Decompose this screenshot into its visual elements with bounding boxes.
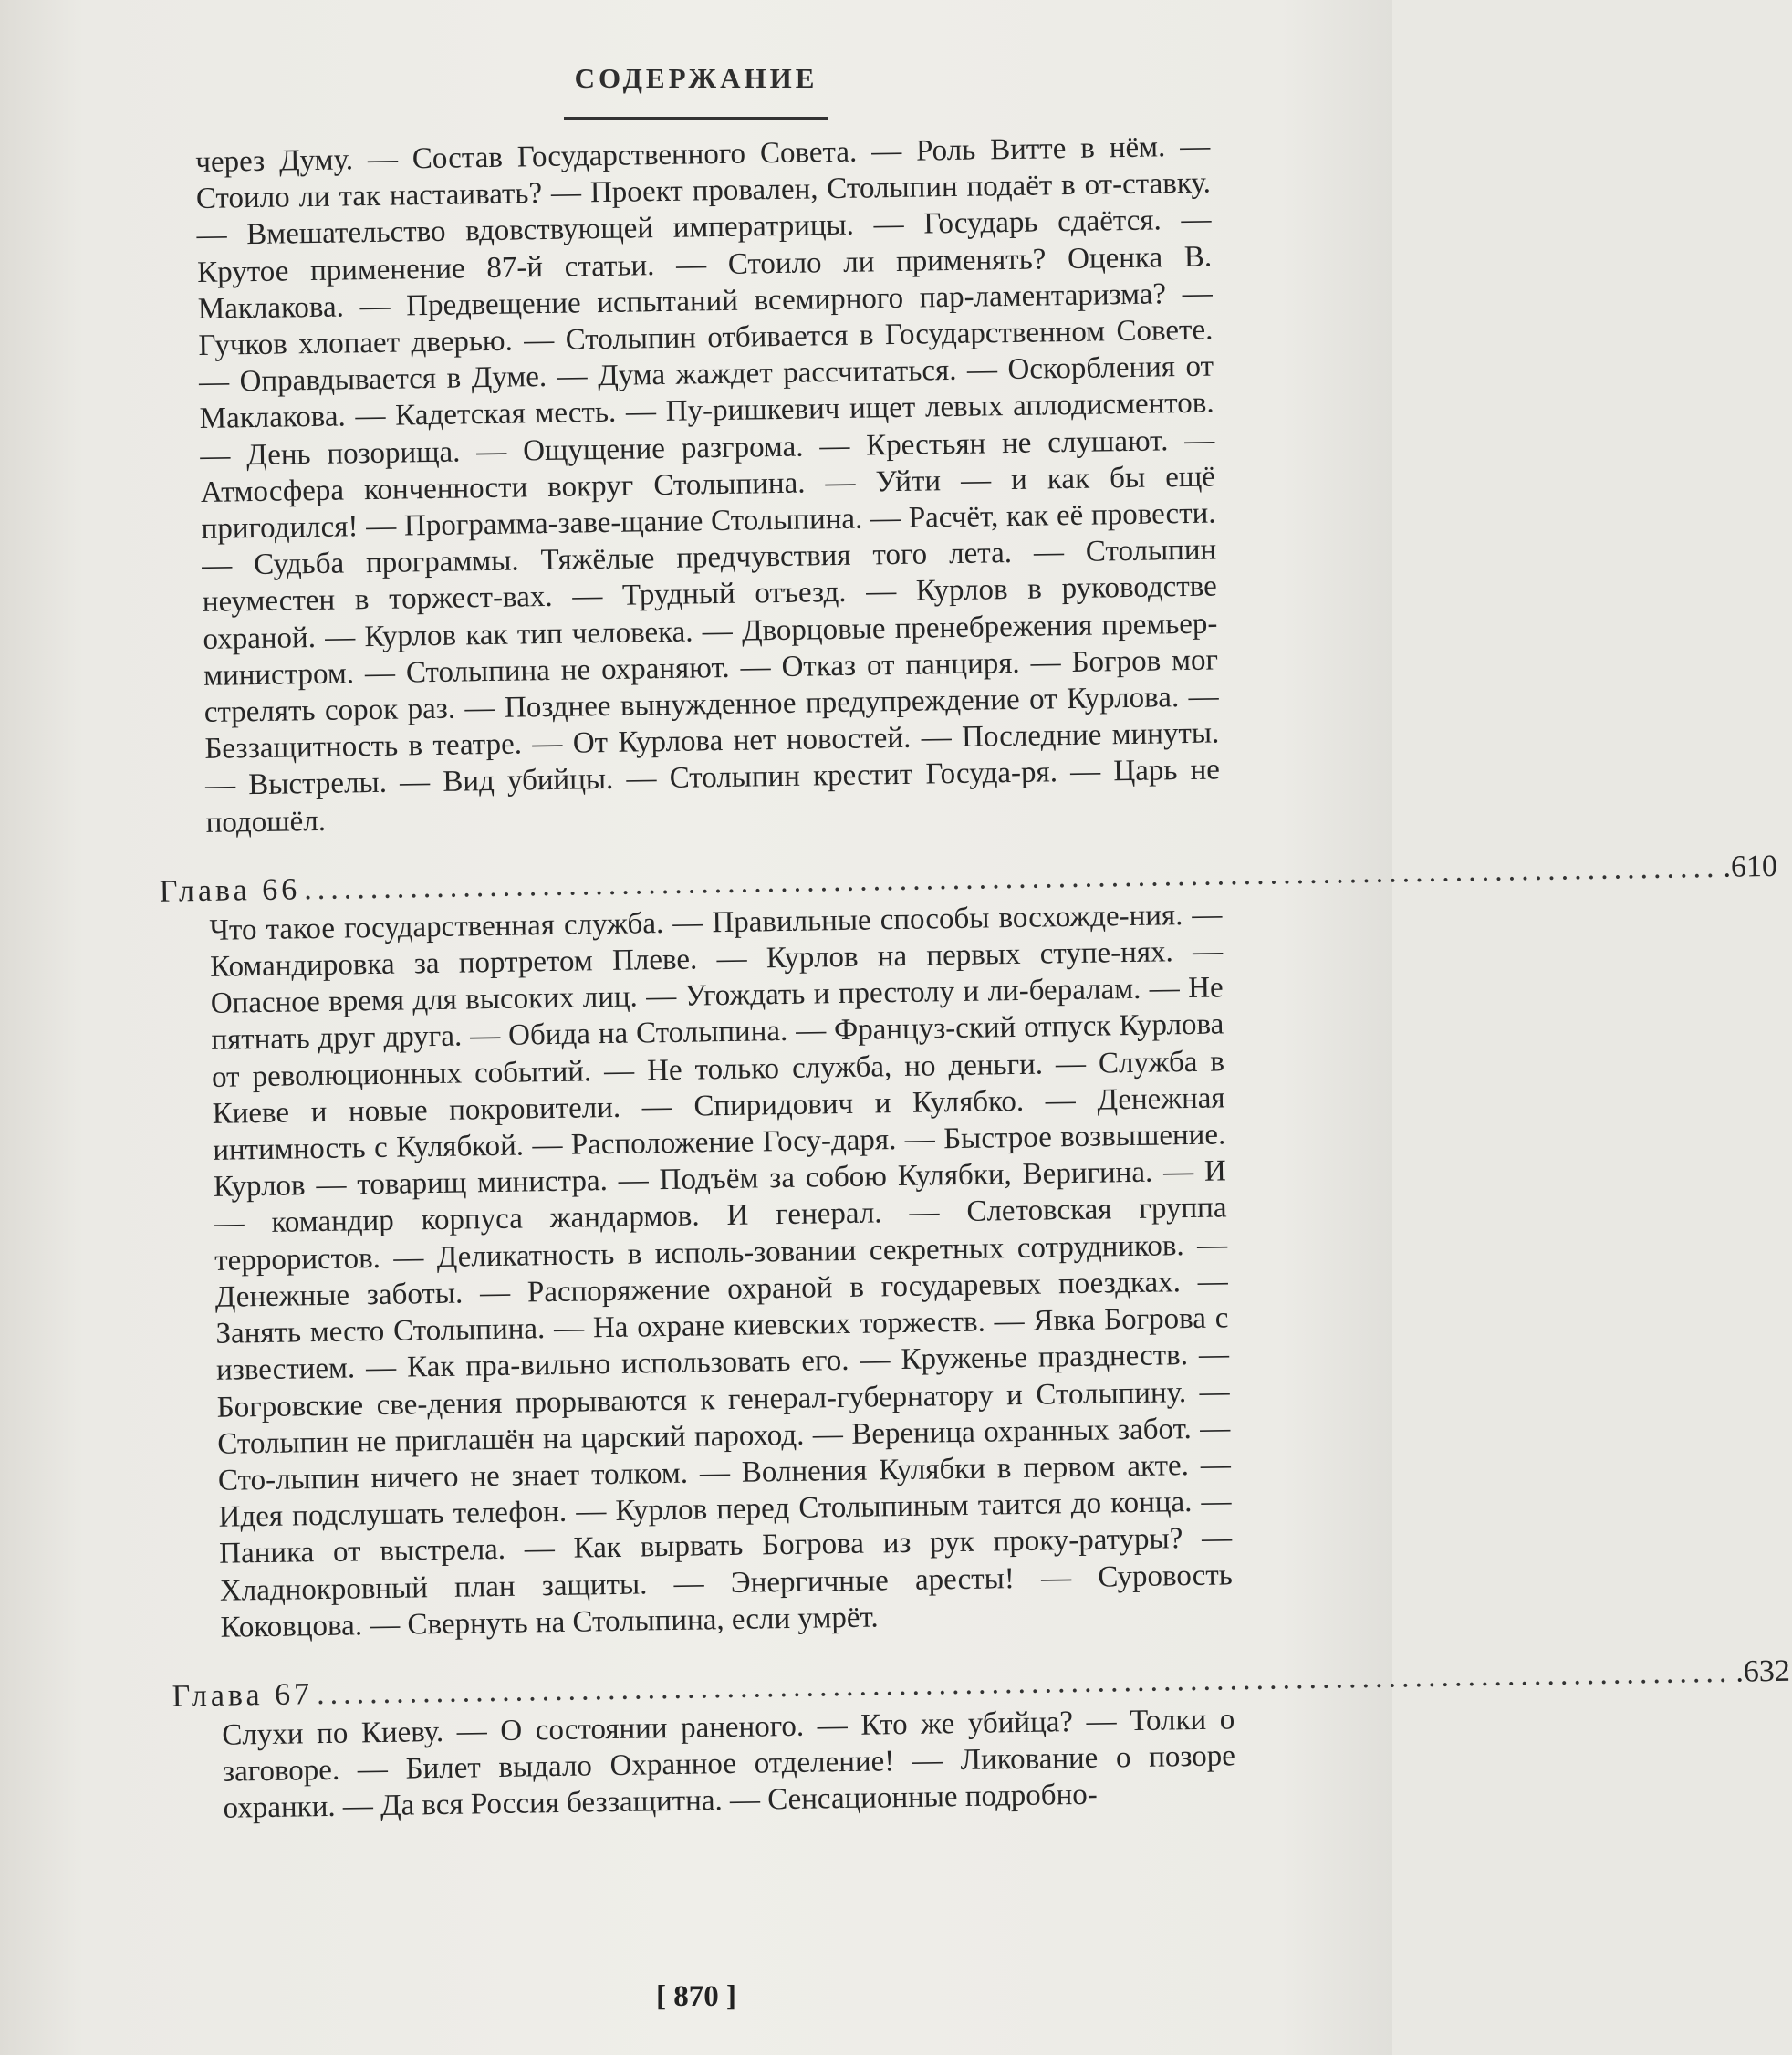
chapter-page-number: .610: [1723, 849, 1778, 884]
chapter-page-number: .632: [1735, 1653, 1791, 1689]
chapter-title: Глава 67: [172, 1677, 314, 1714]
head-rule: [564, 117, 828, 120]
running-head: СОДЕРЖАНИЕ: [574, 62, 818, 94]
page-number: [ 870 ]: [656, 1980, 736, 2013]
contents-body: [159, 129, 1791, 1828]
leader-dots: ...........................................................................................................: [316, 1654, 1733, 1712]
continued-chapter-summary: через Думу. — Состав Государственного Совета. — Роль Витте в нём. — Стоило ли так настаивать? — Проект провален, Столыпин подаёт в от-ставку. — Вмешательство вдовствующей императрицы. — Государь сдаётся. — Крутое применение 87-й статьи. — Стоило ли применять? Оценка В. Маклакова. — Предвещение испытаний всемирного пар-ламентаризма? — Гучков хлопает дверью. — Столыпин отбивается в Государственном Совете. — Оправдывается в Думе. — Дума жаждет рассчитаться. — Оскорбления от Маклакова. — Кадетская месть. — Пу-ришкевич ищет левых аплодисментов. — День позорища. — Ощущение разгрома. — Крестьян не слушают. — Атмосфера конченности вокруг Столыпина. — Уйти — и как бы ещё пригодился! — Программа-заве-щание Столыпина. — Расчёт, как её провести. — Судьба программы. Тяжёлые предчувствия того лета. — Столыпин неуместен в торжест-вах. — Трудный отъезд. — Курлов в руководстве охраной. — Курлов как тип человека. — Дворцовые пренебрежения премьер-министром. — Столыпина не охраняют. — Отказ от панциря. — Богров мог стрелять сорок раз. — Позднее вынужденное предупреждение от Курлова. — Беззащитность в театре. — От Курлова нет новостей. — Последние минуты. — Выстрелы. — Вид убийцы. — Столыпин крестит Госуда-ря. — Царь не подошёл.: [195, 130, 1221, 840]
chapter-summary: Слухи по Киеву. — О состоянии раненого. — Кто же убийца? — Толки о заговоре. — Билет выдало Охранное отделение! — Ликование о позоре охранки. — Да вся Россия беззащитна. — Сенсационные подробно-: [222, 1703, 1236, 1826]
chapter-summary: Что такое государственная служба. — Правильные способы восхожде-ния. — Командировка за портретом Плеве. — Курлов на первых ступе-нях. — Опасное время для высоких лиц. — Угождать и престолу и ли-бералам. — Не пятнать друг друга. — Обида на Столыпина. — Француз-ский отпуск Курлова от революционных событий. — Не только служба, но деньги. — Служба в Киеве и новые покровители. — Спиридович и Кулябко. — Денежная интимность с Кулябкой. — Расположение Госу-даря. — Быстрое возвышение. Курлов — товарищ министра. — Подъём за собою Кулябки, Веригина. — И — командир корпуса жандармов. И генерал. — Слетовская группа террористов. — Деликатность в исполь-зовании секретных сотрудников. — Денежные заботы. — Распоряжение охраной в государевых поездках. — Занять место Столыпина. — На охране киевских торжеств. — Явка Богрова с известием. — Как пра-вильно использовать его. — Круженье празднеств. — Богровские све-дения прорываются к генерал-губернатору и Столыпину. — Столыпин не приглашён на царский пароход. — Вереница охранных забот. — Сто-лыпин ничего не знает толком. — Волнения Кулябки в первом акте. — Идея подслушать телефон. — Курлов перед Столыпиным таится до конца. — Паника от выстрела. — Как вырвать Богрова из рук проку-ратуры? — Хладнокровный план защиты. — Энергичные аресты! — Суровость Коковцова. — Свернуть на Столыпина, если умрёт.: [209, 898, 1234, 1644]
chapter-title: Глава 66: [159, 872, 301, 909]
leader-dots: ...........................................................................................................: [303, 850, 1720, 907]
